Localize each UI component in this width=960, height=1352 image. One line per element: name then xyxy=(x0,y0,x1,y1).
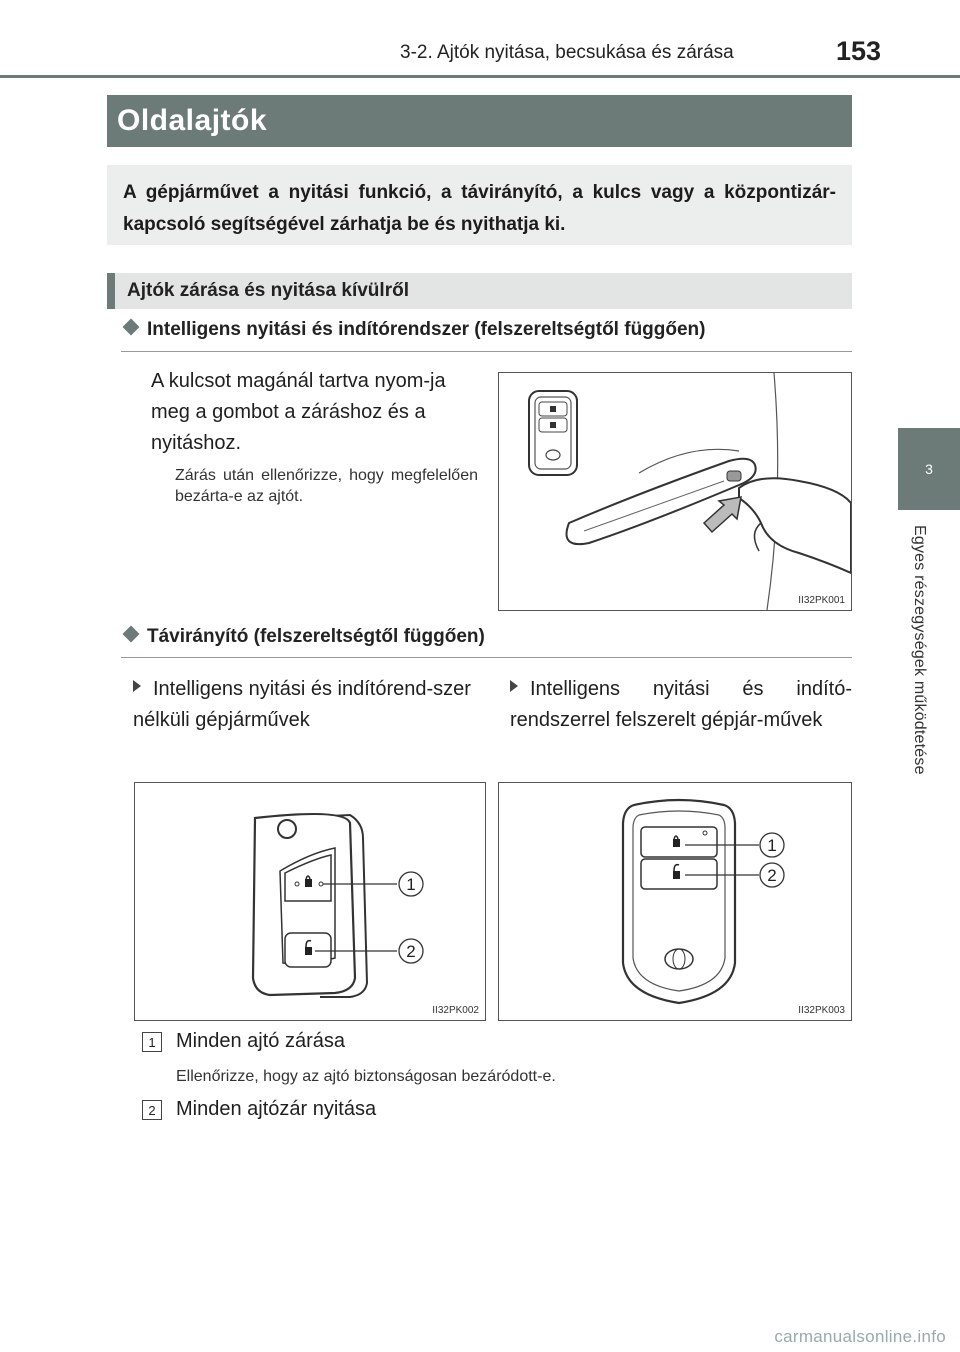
diamond-bullet-icon xyxy=(123,319,140,336)
triangle-bullet-icon xyxy=(510,680,518,692)
section-heading: Ajtók zárása és nyitása kívülről xyxy=(107,273,852,309)
diamond-bullet-icon xyxy=(123,626,140,643)
subheading-rule xyxy=(121,351,852,352)
item-text: Minden ajtózár nyitása xyxy=(176,1098,377,1120)
intro-text: A gépjárművet a nyitási funkció, a távirányító, a kulcs vagy a központizár-kapcsoló segítségével zárhatja be és nyithatja ki. xyxy=(123,182,836,235)
intro-box xyxy=(107,165,852,245)
figure-code: II32PK001 xyxy=(798,595,845,606)
chapter-title: 3-2. Ajtók nyitása, becsukása és zárása xyxy=(400,42,734,63)
callout-1: 1 xyxy=(406,875,416,894)
callout-2: 2 xyxy=(767,866,777,885)
watermark: carmanualsonline.info xyxy=(774,1327,946,1346)
item-text: Minden ajtó zárása xyxy=(176,1030,345,1052)
item-number: 2 xyxy=(142,1100,162,1120)
item-number: 1 xyxy=(142,1032,162,1052)
smart-entry-note: Zárás után ellenőrizze, hogy megfelelően bezárta-e az ajtót. xyxy=(175,467,478,505)
remote-heading xyxy=(121,626,485,648)
flip-key-figure xyxy=(134,782,486,1021)
smart-entry-heading xyxy=(121,319,706,341)
smart-key-figure xyxy=(498,782,852,1021)
remote-heading-text: Távirányító (felszereltségtől függően) xyxy=(147,626,485,647)
callout-2: 2 xyxy=(406,942,416,961)
chapter-tab-label: Egyes részegységek működtetése xyxy=(911,525,928,775)
list-item xyxy=(142,1100,162,1120)
page-title: Oldalajtók xyxy=(107,95,852,147)
page-number: 153 xyxy=(836,36,882,66)
list-item xyxy=(142,1032,162,1052)
triangle-bullet-icon xyxy=(133,680,141,692)
figure-code: II32PK002 xyxy=(432,1005,479,1016)
left-column-label: Intelligens nyitási és indítórend-szer nélküli gépjárművek xyxy=(133,678,471,731)
figure-code: II32PK003 xyxy=(798,1005,845,1016)
subheading-rule xyxy=(121,657,852,658)
chapter-tab: 3 xyxy=(898,428,960,510)
right-column-label: Intelligens nyitási és indító-rendszerrel felszerelt gépjár-művek xyxy=(510,678,852,731)
flip-key-illustration xyxy=(135,783,485,1020)
item-note: Ellenőrizze, hogy az ajtó biztonságosan bezáródott-e. xyxy=(176,1068,556,1085)
callout-1: 1 xyxy=(767,836,777,855)
smart-entry-heading-text: Intelligens nyitási és indítórendszer (felszereltségtől függően) xyxy=(147,319,706,340)
door-handle-figure xyxy=(498,372,852,611)
smart-key-illustration xyxy=(499,783,851,1020)
header-rule xyxy=(0,75,960,78)
smart-entry-body: A kulcsot magánál tartva nyom-ja meg a gombot a záráshoz és a nyitáshoz. xyxy=(151,370,446,454)
door-handle-illustration xyxy=(499,373,851,610)
